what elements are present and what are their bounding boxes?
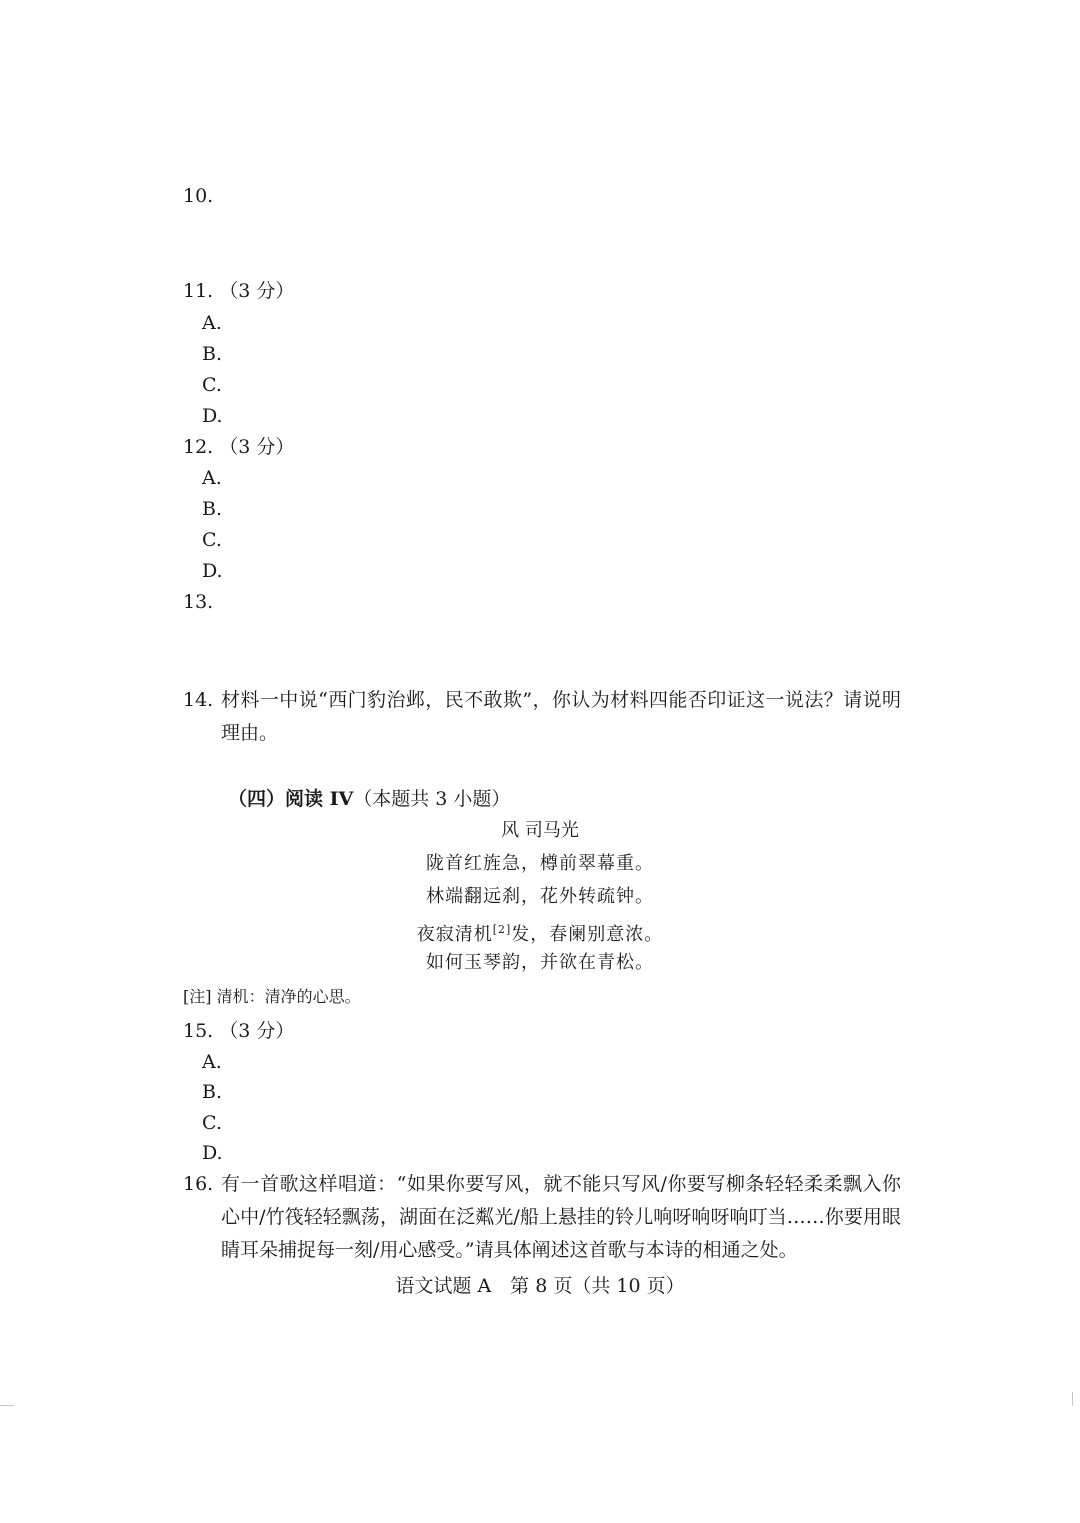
question-14-text: 材料一中说“西门豹治邺，民不敢欺”，你认为材料四能否印证这一说法？请说明理由。 — [221, 689, 901, 744]
question-15-option-c: C. — [202, 1112, 222, 1134]
scan-edge-mark-right — [1072, 1392, 1073, 1406]
poem-line-2: 林端翻远刹，花外转疏钟。 — [426, 886, 654, 907]
question-16 — [183, 1168, 901, 1267]
poem-footnote-marker: [2] — [492, 923, 512, 936]
question-12-option-a: A. — [202, 467, 222, 489]
question-11-option-a: A. — [202, 312, 222, 334]
question-14 — [183, 684, 901, 750]
poem-line-3-start: 夜寂清机 — [416, 924, 493, 945]
poem-line-3-end: 发，春阑别意浓。 — [511, 924, 664, 945]
question-12-header: 12. （3 分） — [183, 436, 295, 458]
question-15-option-d: D. — [202, 1142, 223, 1164]
question-11-header: 11. （3 分） — [183, 280, 295, 302]
section-heading-main: （四）阅读 IV — [228, 788, 354, 810]
page-footer: 语文试题 A 第 8 页（共 10 页） — [395, 1275, 685, 1297]
question-12-option-d: D. — [202, 560, 223, 582]
scan-edge-mark-left — [0, 1405, 14, 1406]
poem-annotation: [注] 清机：清净的心思。 — [183, 987, 361, 1006]
question-10-number: 10. — [183, 185, 214, 207]
question-14-number: 14. — [183, 689, 214, 711]
question-16-number: 16. — [183, 1173, 214, 1195]
question-12-option-c: C. — [202, 529, 222, 551]
question-15-header: 15. （3 分） — [183, 1020, 295, 1042]
poem-line-1: 陇首红旌急，樽前翠幕重。 — [426, 853, 654, 874]
question-15-option-a: A. — [202, 1051, 222, 1073]
poem-title: 风 司马光 — [501, 820, 579, 841]
poem-line-4: 如何玉琴韵，并欲在青松。 — [426, 952, 654, 973]
section-heading — [228, 786, 510, 812]
question-11-option-d: D. — [202, 405, 223, 427]
question-12-option-b: B. — [202, 498, 223, 520]
question-11-option-c: C. — [202, 374, 222, 396]
question-11-option-b: B. — [202, 343, 223, 365]
question-16-text: 有一首歌这样唱道：“如果你要写风，就不能只写风/你要写柳条轻轻柔柔飘入你心中/竹筏轻轻飘荡，湖面在泛粼光/船上悬挂的铃儿响呀响呀响叮当……你要用眼睛耳朵捕捉每一刻/用心感受。”请具体阐述这首歌与本诗的相通之处。 — [221, 1173, 901, 1261]
section-heading-note: （本题共 3 小题） — [353, 788, 511, 810]
question-15-option-b: B. — [202, 1081, 223, 1103]
question-13-number: 13. — [183, 591, 214, 613]
poem-line-3 — [0, 918, 1080, 947]
